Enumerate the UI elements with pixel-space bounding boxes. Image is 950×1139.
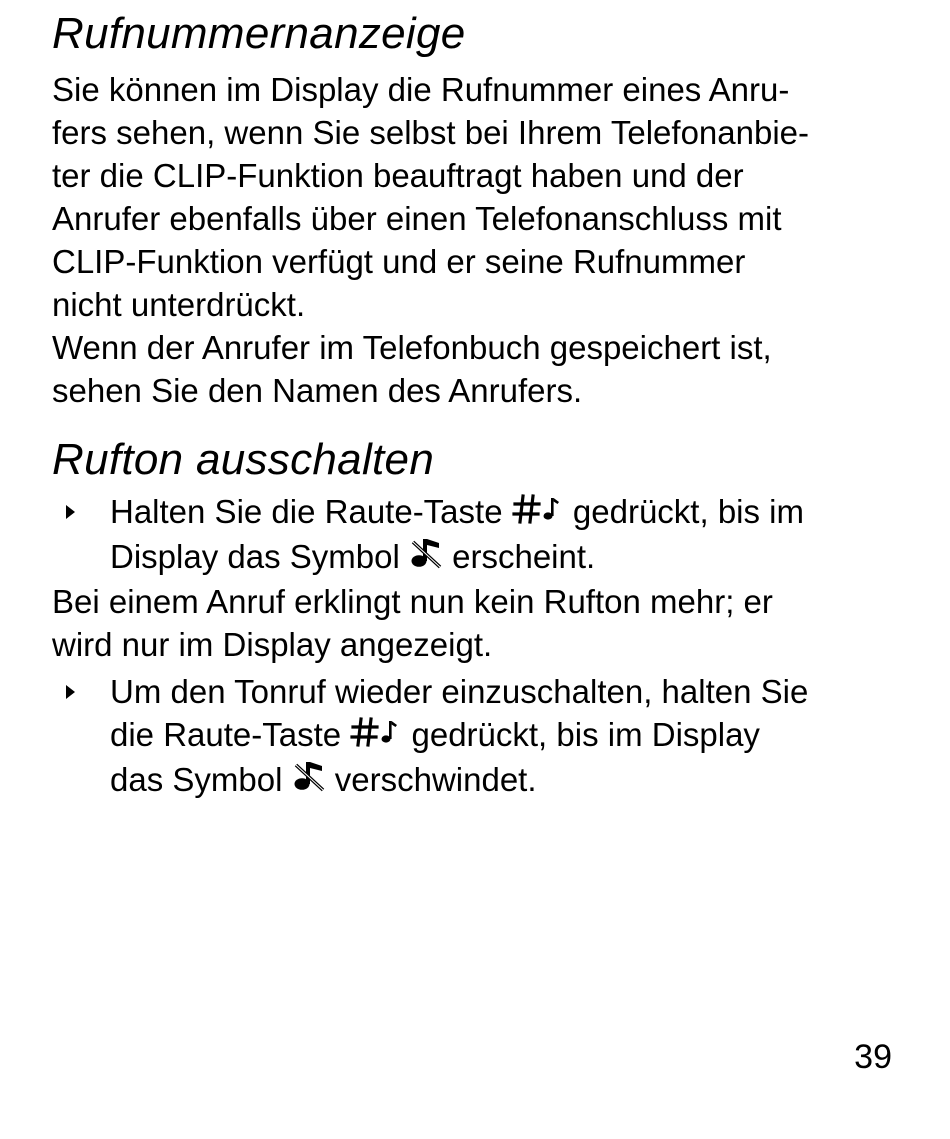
triangle-bullet-icon xyxy=(66,505,75,519)
text-line: fers sehen, wenn Sie selbst bei Ihrem Telefonanbie- xyxy=(52,114,810,151)
page-number: 39 xyxy=(854,1038,892,1076)
text-line: Sie können im Display die Rufnummer eines Anru- xyxy=(52,71,790,108)
text-line: ter die CLIP-Funktion beauftragt haben und der xyxy=(52,157,744,194)
step-text: gedrückt, bis im Display xyxy=(411,716,760,753)
ringer-off-icon xyxy=(292,759,326,803)
text-line: Wenn der Anrufer im Telefonbuch gespeichert ist, xyxy=(52,329,772,366)
step-text: das Symbol xyxy=(110,761,283,798)
text-line: Anrufer ebenfalls über einen Telefonanschluss mit xyxy=(52,200,782,237)
section-title-ringer-off: Rufton ausschalten xyxy=(52,435,435,484)
hash-note-key-icon xyxy=(512,492,564,535)
instruction-step-disable-ringer xyxy=(52,490,902,580)
paragraph-caller-id xyxy=(52,68,902,412)
ringer-off-icon xyxy=(409,536,443,580)
step-text: Display das Symbol xyxy=(110,538,400,575)
step-text: gedrückt, bis im xyxy=(572,493,804,530)
step-text: Um den Tonruf wieder einzuschalten, halten Sie xyxy=(110,673,809,710)
step-text: Halten Sie die Raute-Taste xyxy=(110,493,503,530)
paragraph-ringer-info xyxy=(52,580,902,666)
text-line: CLIP-Funktion verfügt und er seine Rufnummer xyxy=(52,243,746,280)
triangle-bullet-icon xyxy=(66,685,75,699)
text-line: nicht unterdrückt. xyxy=(52,286,306,323)
manual-page xyxy=(52,8,902,803)
section-title-caller-id: Rufnummernanzeige xyxy=(52,9,466,58)
step-text: erscheint. xyxy=(452,538,596,575)
text-line: sehen Sie den Namen des Anrufers. xyxy=(52,372,583,409)
text-line: Bei einem Anruf erklingt nun kein Rufton mehr; er xyxy=(52,583,773,620)
text-line: wird nur im Display angezeigt. xyxy=(52,626,493,663)
instruction-step-enable-ringer xyxy=(52,670,902,803)
hash-note-key-icon xyxy=(350,715,402,758)
step-text: die Raute-Taste xyxy=(110,716,342,753)
step-text: verschwindet. xyxy=(334,761,537,798)
